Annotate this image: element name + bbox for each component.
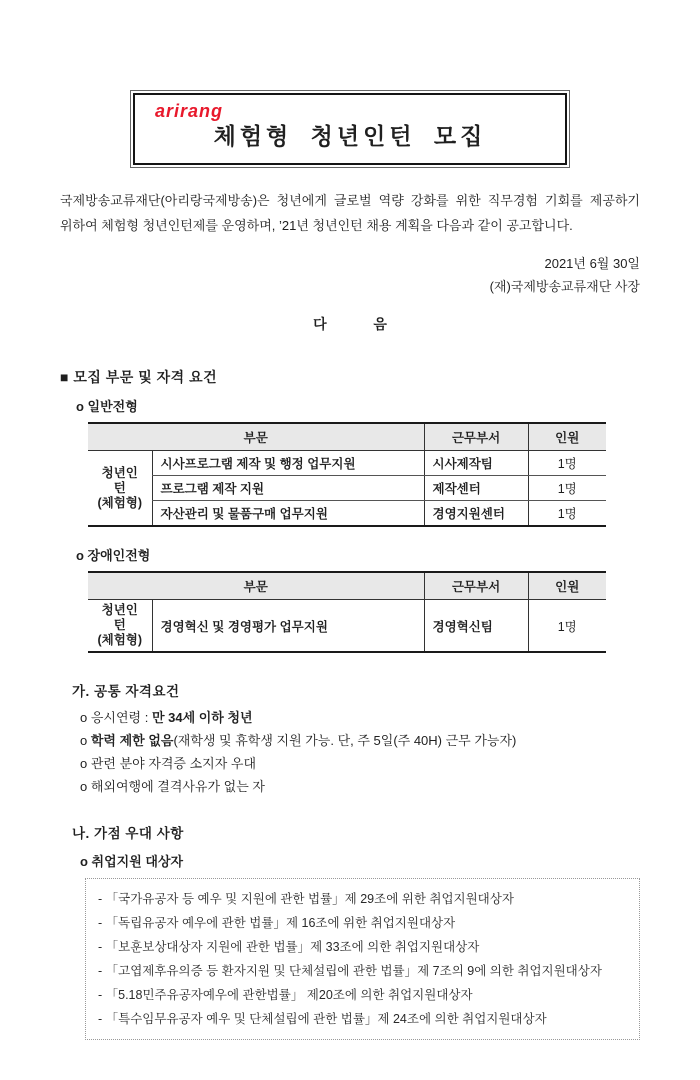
common-qualifications-heading: 가. 공통 자격요건 [72, 684, 180, 699]
item-text: (재학생 및 휴학생 지원 가능. 단, 주 5일(주 40H) 근무 가능자) [173, 733, 517, 748]
law-item: - 「5.18민주유공자예우에 관한법률」 제20조에 의한 취업지원대상자 [98, 988, 473, 1002]
group-label-cell [88, 600, 152, 653]
item-text-bold: 학력 제한 없음 [90, 733, 174, 748]
general-track-subheading: o 일반전형 [76, 399, 138, 414]
common-qualifications-list [80, 706, 640, 798]
qualification-item [80, 775, 640, 798]
dept-cell: 제작센터 [424, 476, 528, 501]
group-label-line2: (체험형) [97, 495, 143, 510]
employment-support-subheading: o 취업지원 대상자 [80, 854, 184, 869]
announcement-date: 2021년 6월 30일 [544, 256, 640, 271]
col-header-dept: 근무부서 [424, 572, 528, 600]
dept-cell: 경영혁신팀 [424, 600, 528, 653]
disability-track-subheading: o 장애인전형 [76, 548, 151, 563]
header-banner-inner [133, 93, 567, 165]
bullet-marker: o [80, 710, 88, 725]
law-list-box [85, 878, 640, 1040]
document-title: 체험형 청년인턴 모집 [213, 123, 487, 149]
disability-track-table [88, 571, 606, 653]
item-text: 응시연령 : [90, 710, 152, 725]
col-header-count: 인원 [528, 572, 606, 600]
law-item: - 「고엽제후유의증 등 환자지원 및 단체설립에 관한 법률」제 7조의 9에 의한 취업지원대상자 [98, 964, 602, 978]
law-item: - 「국가유공자 등 예우 및 지원에 관한 법률」제 29조에 위한 취업지원대상자 [98, 892, 514, 906]
qualification-item [80, 706, 640, 729]
group-label-line1: 청년인턴 [101, 465, 138, 495]
qualification-item [80, 752, 640, 775]
signer: (재)국제방송교류재단 사장 [489, 279, 640, 294]
group-label-cell [88, 451, 152, 527]
count-cell: 1명 [528, 451, 606, 476]
part-cell: 경영혁신 및 경영평가 업무지원 [152, 600, 424, 653]
table-row [88, 451, 606, 476]
item-text: 해외여행에 결격사유가 없는 자 [90, 779, 265, 794]
count-cell: 1명 [528, 501, 606, 527]
table-row [88, 600, 606, 653]
date-block [60, 252, 640, 298]
law-item: - 「특수임무유공자 예우 및 단체설립에 관한 법률」제 24조에 의한 취업지원대상자 [98, 1012, 547, 1026]
table-row [88, 501, 606, 527]
group-label-line2: (체험형) [97, 633, 143, 647]
count-cell: 1명 [528, 600, 606, 653]
item-text: 관련 분야 자격증 소지자 우대 [90, 756, 257, 771]
table-row [88, 476, 606, 501]
law-item: - 「보훈보상대상자 지원에 관한 법률」제 33조에 의한 취업지원대상자 [98, 940, 480, 954]
qualification-item [80, 729, 640, 752]
item-text-bold: 만 34세 이하 청년 [151, 710, 253, 725]
col-header-part: 부문 [88, 572, 424, 600]
table-header-row [88, 572, 606, 600]
table-header-row [88, 423, 606, 451]
header-banner [130, 90, 570, 168]
dept-cell: 시사제작팀 [424, 451, 528, 476]
dept-cell: 경영지원센터 [424, 501, 528, 527]
recruit-section-heading: ■ 모집 부문 및 자격 요건 [60, 369, 218, 385]
bullet-marker: o [80, 779, 88, 794]
col-header-part: 부문 [88, 423, 424, 451]
daum-divider: 다 음 [313, 316, 387, 332]
general-track-table [88, 422, 606, 527]
law-item: - 「독립유공자 예우에 관한 법률」제 16조에 위한 취업지원대상자 [98, 916, 456, 930]
preference-heading: 나. 가점 우대 사항 [72, 826, 184, 841]
part-cell: 시사프로그램 제작 및 행정 업무지원 [152, 451, 424, 476]
count-cell: 1명 [528, 476, 606, 501]
arirang-logo: arirang [155, 101, 224, 121]
bullet-marker: o [80, 756, 88, 771]
col-header-count: 인원 [528, 423, 606, 451]
document-page [0, 90, 700, 1080]
part-cell: 자산관리 및 물품구매 업무지원 [152, 501, 424, 527]
bullet-marker: o [80, 733, 88, 748]
group-label-line1: 청년인턴 [101, 603, 138, 632]
part-cell: 프로그램 제작 지원 [152, 476, 424, 501]
intro-paragraph: 국제방송교류재단(아리랑국제방송)은 청년에게 글로벌 역량 강화를 위한 직무경험 기회를 제공하기 위하여 체험형 청년인턴제를 운영하며, ’21년 청년인턴 채용 계획을 다음과 같이 공고합니다. [60, 193, 640, 233]
col-header-dept: 근무부서 [424, 423, 528, 451]
